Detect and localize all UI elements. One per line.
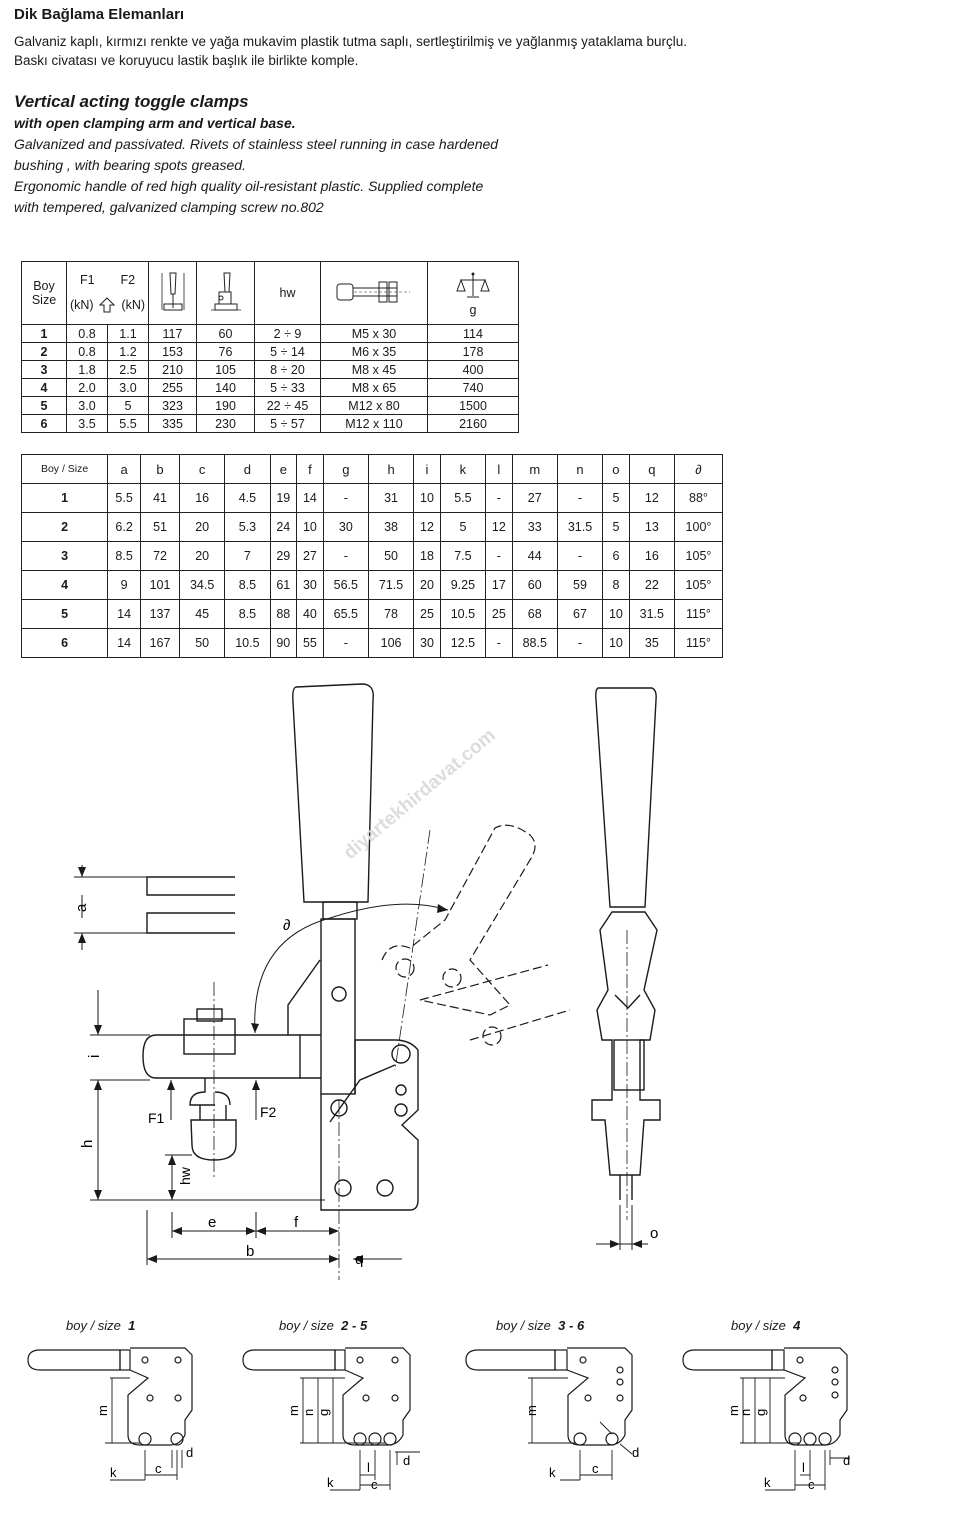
dimension-cell: 14	[297, 484, 324, 513]
dimension-header: g	[323, 455, 368, 484]
dimension-cell: 30	[414, 629, 441, 658]
spec-cell: 0.8	[67, 343, 108, 361]
spec-cell: 60	[197, 325, 255, 343]
dimension-cell: 5	[603, 513, 630, 542]
f1-label: F1	[79, 273, 95, 287]
dimension-cell: 56.5	[323, 571, 368, 600]
v4-m-label: m	[726, 1405, 741, 1416]
watermark-text: diyartekhirdavat.com	[339, 724, 500, 864]
dimension-cell: 50	[180, 629, 225, 658]
size-caption-2-prefix: boy / size	[279, 1318, 334, 1333]
desc-en-line2: bushing , with bearing spots greased.	[14, 157, 246, 173]
kn1-label: (kN)	[69, 298, 94, 312]
dimension-cell: 16	[180, 484, 225, 513]
base-header	[197, 262, 255, 325]
dimension-cell: 45	[180, 600, 225, 629]
spec-cell: 230	[197, 415, 255, 433]
dimension-cell: 24	[270, 513, 297, 542]
dimension-cell: 115°	[674, 600, 722, 629]
dimension-cell: 20	[414, 571, 441, 600]
dimension-cell: 90	[270, 629, 297, 658]
size-caption-1	[66, 1318, 135, 1333]
spec-cell: 5 ÷ 33	[255, 379, 321, 397]
dimension-header: a	[108, 455, 141, 484]
variant-3-6-shape	[466, 1348, 632, 1445]
scale-icon	[455, 270, 491, 300]
dimension-cell: 8.5	[225, 571, 270, 600]
spec-cell: M12 x 110	[321, 415, 428, 433]
dimension-cell: 60	[512, 571, 557, 600]
dimension-header: d	[225, 455, 270, 484]
dimension-cell: 27	[512, 484, 557, 513]
dimension-cell: 100°	[674, 513, 722, 542]
dimension-cell: 14	[108, 629, 141, 658]
dimension-cell: 51	[141, 513, 180, 542]
specs-row	[22, 397, 519, 415]
weight-header	[428, 262, 519, 325]
v4-d-label: d	[843, 1453, 851, 1468]
dimension-cell: 71.5	[368, 571, 413, 600]
size-cell: 2	[22, 343, 67, 361]
dimension-cell: 55	[297, 629, 324, 658]
handle-shape	[293, 684, 373, 902]
kn2-label: (kN)	[121, 298, 146, 312]
dimension-cell: 5	[440, 513, 485, 542]
variant-1-shape	[28, 1348, 192, 1445]
open-position-phantom	[382, 825, 535, 1015]
dimension-cell: 115°	[674, 629, 722, 658]
size-caption-2	[279, 1318, 367, 1333]
v3-k-label: k	[549, 1465, 556, 1480]
dimension-cell: 18	[414, 542, 441, 571]
v3-m-label: m	[524, 1405, 539, 1416]
spec-cell: 323	[149, 397, 197, 415]
spec-cell: 140	[197, 379, 255, 397]
dimension-cell: 88°	[674, 484, 722, 513]
dim-i-label: i	[86, 1054, 103, 1058]
size-cell: 5	[22, 397, 67, 415]
spec-cell: M6 x 35	[321, 343, 428, 361]
dimension-cell: 29	[270, 542, 297, 571]
dimension-cell: 7.5	[440, 542, 485, 571]
dimension-cell: 35	[629, 629, 674, 658]
dim-o-label: o	[650, 1225, 659, 1242]
dimension-cell: 34.5	[180, 571, 225, 600]
gram-label: g	[469, 302, 477, 317]
spec-cell: 114	[428, 325, 519, 343]
boy-size-header	[22, 262, 67, 325]
dimension-cell: 41	[141, 484, 180, 513]
dimension-cell: -	[323, 542, 368, 571]
dimension-cell: 68	[512, 600, 557, 629]
dimension-cell: -	[486, 484, 513, 513]
size-caption-1-prefix: boy / size	[66, 1318, 121, 1333]
dimension-cell: 88.5	[512, 629, 557, 658]
size-cell: 6	[22, 629, 108, 658]
size-caption-4-prefix: boy / size	[731, 1318, 786, 1333]
spec-cell: 2 ÷ 9	[255, 325, 321, 343]
spec-cell: 3.0	[108, 379, 149, 397]
dimension-header: k	[440, 455, 485, 484]
dimension-header: e	[270, 455, 297, 484]
dim-h-label: h	[79, 1139, 96, 1148]
spec-cell: 5 ÷ 57	[255, 415, 321, 433]
angle-label: ∂	[283, 917, 291, 934]
dimension-cell: 10.5	[225, 629, 270, 658]
dimension-cell: 8	[603, 571, 630, 600]
dimension-cell: 10	[297, 513, 324, 542]
dimension-cell: 105°	[674, 571, 722, 600]
dimension-cell: 101	[141, 571, 180, 600]
dimension-row	[22, 629, 723, 658]
v2-k-label: k	[327, 1475, 334, 1490]
dimension-cell: 20	[180, 542, 225, 571]
v3-d-label: d	[632, 1445, 640, 1460]
dim-f-label: f	[294, 1214, 299, 1231]
f1-label: F1	[148, 1110, 165, 1126]
screw-icon	[334, 274, 414, 310]
title-tr: Dik Bağlama Elemanları	[14, 6, 185, 23]
dimension-cell: 8.5	[225, 600, 270, 629]
size-caption-2-num: 2 - 5	[341, 1318, 368, 1333]
spec-cell: 210	[149, 361, 197, 379]
dimension-cell: 10	[603, 629, 630, 658]
dimension-cell: -	[557, 629, 602, 658]
dimension-header: o	[603, 455, 630, 484]
dimension-cell: 61	[270, 571, 297, 600]
rubber-tip	[191, 1120, 236, 1160]
specs-row	[22, 379, 519, 397]
dimension-cell: 33	[512, 513, 557, 542]
size-caption-1-num: 1	[128, 1318, 136, 1333]
dimension-cell: 105°	[674, 542, 722, 571]
dimension-cell: 19	[270, 484, 297, 513]
size-cell: 3	[22, 542, 108, 571]
dimension-cell: -	[323, 629, 368, 658]
clamp-screw-nut	[184, 1019, 235, 1054]
screw-header	[321, 262, 428, 325]
dimension-header: i	[414, 455, 441, 484]
desc-tr-line1: Galvaniz kaplı, kırmızı renkte ve yağa mukavim plastik tutma saplı, sertleştirilmiş ve yağlanmış yataklama burçlu.	[14, 34, 687, 49]
dimension-cell: 22	[629, 571, 674, 600]
dimension-cell: -	[486, 629, 513, 658]
size-cell: 4	[22, 571, 108, 600]
spec-cell: 22 ÷ 45	[255, 397, 321, 415]
dimension-cell: 67	[557, 600, 602, 629]
dimension-cell: 31.5	[557, 513, 602, 542]
specs-table-body	[22, 325, 519, 433]
main-drawing	[0, 660, 955, 1280]
dimension-row	[22, 513, 723, 542]
dimension-cell: 25	[486, 600, 513, 629]
dimension-cell: 7	[225, 542, 270, 571]
spec-cell: 117	[149, 325, 197, 343]
dimension-cell: 12	[629, 484, 674, 513]
specs-row	[22, 325, 519, 343]
dimension-cell: 31.5	[629, 600, 674, 629]
dimension-header: h	[368, 455, 413, 484]
dimension-cell: 13	[629, 513, 674, 542]
dimension-cell: 17	[486, 571, 513, 600]
specs-row	[22, 361, 519, 379]
size-cell: 4	[22, 379, 67, 397]
dim-b-label: b	[246, 1243, 255, 1260]
desc-en-line1: Galvanized and passivated. Rivets of stainless steel running in case hardened	[14, 136, 499, 152]
specs-table	[21, 261, 519, 433]
spec-cell: 1.2	[108, 343, 149, 361]
dimension-header: f	[297, 455, 324, 484]
force-header	[67, 262, 149, 325]
spec-cell: 1.8	[67, 361, 108, 379]
dimension-cell: 31	[368, 484, 413, 513]
spec-cell: 178	[428, 343, 519, 361]
spec-cell: 2.5	[108, 361, 149, 379]
spec-cell: 2160	[428, 415, 519, 433]
dimension-header: c	[180, 455, 225, 484]
dimension-header: m	[512, 455, 557, 484]
spec-cell: 190	[197, 397, 255, 415]
dimensions-table-body	[22, 484, 723, 658]
dimension-cell: 27	[297, 542, 324, 571]
dimension-cell: 65.5	[323, 600, 368, 629]
spec-cell: 8 ÷ 20	[255, 361, 321, 379]
spec-cell: M5 x 30	[321, 325, 428, 343]
dimension-cell: -	[557, 484, 602, 513]
size-label: Size	[31, 293, 57, 307]
v2-d-label: d	[403, 1453, 411, 1468]
dimension-cell: 106	[368, 629, 413, 658]
dimension-cell: 9.25	[440, 571, 485, 600]
profile-section	[147, 877, 235, 933]
dimension-header: ∂	[674, 455, 722, 484]
dim-e-label: e	[208, 1214, 217, 1231]
dimension-cell: 167	[141, 629, 180, 658]
dimension-cell: 10	[414, 484, 441, 513]
dimension-cell: -	[486, 542, 513, 571]
dimension-cell: -	[557, 542, 602, 571]
desc-tr-line2: Baskı civatası ve koruyucu lastik başlık ile birlikte komple.	[14, 53, 359, 68]
spec-cell: 153	[149, 343, 197, 361]
v4-l-label: l	[802, 1460, 805, 1475]
spec-cell: 0.8	[67, 325, 108, 343]
spec-cell: 76	[197, 343, 255, 361]
size-cell: 6	[22, 415, 67, 433]
spec-cell: 5	[108, 397, 149, 415]
size-caption-3-prefix: boy / size	[496, 1318, 551, 1333]
dimension-cell: 78	[368, 600, 413, 629]
dimension-cell: 14	[108, 600, 141, 629]
spec-cell: 400	[428, 361, 519, 379]
height-header	[149, 262, 197, 325]
dimension-header: n	[557, 455, 602, 484]
size-cell: 3	[22, 361, 67, 379]
dimension-cell: 88	[270, 600, 297, 629]
v2-g-label: g	[316, 1408, 331, 1416]
desc-en-line4: with tempered, galvanized clamping screw no.802	[14, 199, 324, 215]
side-view-body	[592, 912, 660, 1175]
v2-c-label: c	[371, 1477, 378, 1492]
dim-a-label: a	[73, 903, 90, 912]
dimension-cell: 16	[629, 542, 674, 571]
clamp-height-icon	[158, 270, 188, 314]
size-cell: 5	[22, 600, 108, 629]
dimension-row	[22, 542, 723, 571]
dimension-cell: 6	[603, 542, 630, 571]
dim-q-label: q	[355, 1251, 364, 1268]
dimension-cell: 8.5	[108, 542, 141, 571]
specs-row	[22, 415, 519, 433]
spec-cell: M12 x 80	[321, 397, 428, 415]
boy-label: Boy	[33, 279, 55, 293]
dimension-cell: 10	[603, 600, 630, 629]
size-cell: 1	[22, 325, 67, 343]
spec-cell: 3.5	[67, 415, 108, 433]
size-caption-4	[731, 1318, 800, 1333]
spec-cell: M8 x 45	[321, 361, 428, 379]
subtitle-en: with open clamping arm and vertical base.	[14, 115, 296, 131]
dimension-cell: 12	[414, 513, 441, 542]
dimension-cell: 4.5	[225, 484, 270, 513]
dimension-cell: 5	[603, 484, 630, 513]
v1-k-label: k	[110, 1465, 117, 1480]
size-variants-drawing	[0, 1340, 955, 1530]
size-caption-3	[496, 1318, 584, 1333]
v2-n-label: n	[301, 1408, 316, 1416]
boy-size-header: Boy / Size	[22, 455, 108, 484]
desc-en-line3: Ergonomic handle of red high quality oil-resistant plastic. Supplied complete	[14, 178, 484, 194]
vertical-lever	[321, 919, 355, 1094]
clamp-base-icon	[209, 270, 243, 314]
dimension-cell: 59	[557, 571, 602, 600]
dimension-cell: -	[323, 484, 368, 513]
up-arrow-icon	[99, 297, 115, 313]
dimension-cell: 5.5	[108, 484, 141, 513]
v4-n-label: n	[738, 1408, 753, 1416]
dimension-cell: 72	[141, 542, 180, 571]
spec-cell: 740	[428, 379, 519, 397]
variant-2-5-shape	[243, 1348, 410, 1445]
dimension-cell: 12	[486, 513, 513, 542]
spec-cell: 1.1	[108, 325, 149, 343]
v2-l-label: l	[367, 1460, 370, 1475]
dimension-cell: 137	[141, 600, 180, 629]
v2-m-label: m	[286, 1405, 301, 1416]
spec-cell: 3.0	[67, 397, 108, 415]
dimension-cell: 30	[297, 571, 324, 600]
size-caption-3-num: 3 - 6	[558, 1318, 585, 1333]
dimension-row	[22, 600, 723, 629]
side-view-handle	[596, 688, 656, 907]
dimension-cell: 5.3	[225, 513, 270, 542]
dimension-cell: 9	[108, 571, 141, 600]
handle-collar	[323, 902, 357, 919]
dim-hw-label: hw	[177, 1167, 193, 1185]
spec-cell: 2.0	[67, 379, 108, 397]
dimension-cell: 5.5	[440, 484, 485, 513]
dimension-cell: 44	[512, 542, 557, 571]
spec-cell: 1500	[428, 397, 519, 415]
dimensions-header-row	[22, 455, 723, 484]
variant-4-shape	[683, 1348, 847, 1445]
dimension-row	[22, 571, 723, 600]
f2-label: F2	[260, 1104, 277, 1120]
v1-d-label: d	[186, 1445, 194, 1460]
dimension-cell: 25	[414, 600, 441, 629]
dimension-cell: 20	[180, 513, 225, 542]
v4-k-label: k	[764, 1475, 771, 1490]
spec-cell: 5 ÷ 14	[255, 343, 321, 361]
title-en: Vertical acting toggle clamps	[14, 92, 249, 111]
dimensions-table	[21, 454, 723, 658]
spec-cell: 335	[149, 415, 197, 433]
v1-m-label: m	[95, 1405, 110, 1416]
v4-c-label: c	[808, 1477, 815, 1492]
dimension-cell: 12.5	[440, 629, 485, 658]
spec-cell: 5.5	[108, 415, 149, 433]
spec-cell: 105	[197, 361, 255, 379]
size-cell: 1	[22, 484, 108, 513]
dimension-cell: 30	[323, 513, 368, 542]
f2-label: F2	[120, 273, 136, 287]
dimension-cell: 6.2	[108, 513, 141, 542]
dimension-header: q	[629, 455, 674, 484]
dimension-cell: 10.5	[440, 600, 485, 629]
clamp-arm	[143, 1035, 300, 1078]
dimension-cell: 40	[297, 600, 324, 629]
specs-row	[22, 343, 519, 361]
dimension-cell: 38	[368, 513, 413, 542]
size-caption-4-num: 4	[793, 1318, 801, 1333]
spec-cell: M8 x 65	[321, 379, 428, 397]
dimension-row	[22, 484, 723, 513]
dimension-header: b	[141, 455, 180, 484]
v1-c-label: c	[155, 1461, 162, 1476]
size-cell: 2	[22, 513, 108, 542]
hw-header: hw	[255, 262, 321, 325]
v4-g-label: g	[753, 1408, 768, 1416]
spec-cell: 255	[149, 379, 197, 397]
dimension-header: l	[486, 455, 513, 484]
v3-c-label: c	[592, 1461, 599, 1476]
dimension-cell: 50	[368, 542, 413, 571]
